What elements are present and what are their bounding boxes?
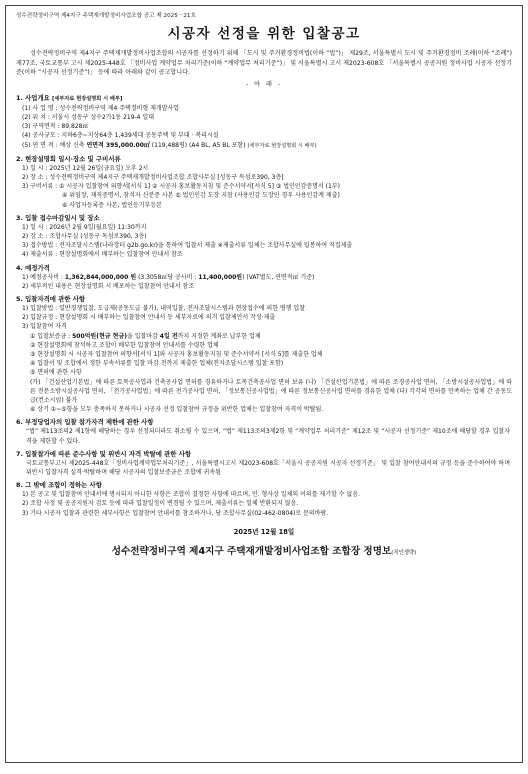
below-marker: - 아 래 - xyxy=(246,80,282,88)
briefing-documents-cont: ④ 위임장, 재직증명서, 참석자 신분증 사본 ⑤ 법인인감 도장 지참 (사용인감 도장인 경우 사용인감계 제출) xyxy=(62,192,340,200)
other-item: 2) 조합 사정 및 공공지원자 검토 등에 따라 입찰일정이 변경될 수 있으며, 제출서류는 일체 반환되지 않음. xyxy=(22,500,299,508)
other-item: 1) 본 공고 및 입찰참여 안내서에 명시되지 아니한 사항은 조합이 결정한 사항에 따르며, 민. 형사상 일체의 이의를 제기할 수 없음. xyxy=(22,491,360,499)
qualification-item: ⑤ 면허에 관한 사항 xyxy=(30,369,82,377)
qualification-item: ④ 입찰서 및 조합에서 정한 부속서류를 입찰 마감 전까지 제출한 업체(전자조달시스템 입찰 포함) xyxy=(30,360,284,368)
signature-line: 성수전략정비구역 제4지구 주택재개발정비사업조합 조합장 정명보(직인생략) xyxy=(111,545,417,557)
section-other xyxy=(16,480,512,518)
compliance-text: 국토교통부고시 제2025-448호「정비사업계약업무처리기준」, 서울특별시고시 제2023-608호「서울시 공공지원 시공자 선정기준」 및 입찰 참여안내서의 규정 등을 준수하여야 하며 위반시 입찰자격 실격·박탈하며 해당 시공자의 입찰보증금은 조합에 귀속됨 xyxy=(26,459,510,477)
overview-area: (3) 구역면적 : 89,828㎡ xyxy=(22,123,89,131)
heading-note: [세부자료 현장설명회 시 배부] xyxy=(52,95,123,102)
section-heading: 3. 입찰 접수마감일시 및 장소 xyxy=(16,213,100,222)
section-heading: 7. 입찰참가에 따른 준수사항 및 위반시 자격 박탈에 관한 사항 xyxy=(16,449,192,458)
section-heading: 2. 현장설명회 일시·장소 및 구비서류 xyxy=(16,154,121,163)
section-deadline xyxy=(16,213,512,260)
qualification-item: ② 현장설명회에 참석하고 조합이 배부한 입찰참여 안내서를 수령한 업체 xyxy=(30,341,219,349)
seal-note: (직인생략) xyxy=(391,549,417,556)
bid-qualification: 3) 입찰참여 자격 xyxy=(22,323,67,331)
restriction-text: “법” 제113조의2 제1항에 해당하는 경우 선정되더라도 취소될 수 있으며, “법” 제113조의3제2항 및 “계약업무 처리기준” 제12조 및 “시공자 선정기준” 제10조에 해당할 경우 입찰자격을 제한할 수 있다. xyxy=(26,428,510,445)
qualification-deposit: ① 입찰보증금 : 500억원(현금 현금)을 입찰마감 4일 전까지 지정한 계좌로 납부한 업체 xyxy=(30,332,261,340)
bid-rules: 2) 입찰규정 : 현장설명회 시 배부하는 입찰참여 안내서 등 세부자료에 의거 입찰제안서 작성·제출 xyxy=(22,314,276,322)
section-compliance xyxy=(16,449,512,477)
overview-floor-area: (5) 연 면 적 : 예상 신축 연면적 395,000.00㎡ (119,488평) (A4 BL, A5 BL 포함) (세부자료 현장설명회 시 배부) xyxy=(22,141,317,149)
deadline-place: 2) 장 소 : 조합사무실 (성동구 독섬로390, 3층) xyxy=(22,233,147,241)
briefing-datetime: 1) 일 시 : 2025년 12월 26일(금요일) 오후 2시 xyxy=(22,164,149,172)
notice-date: 2025년 12월 18일 xyxy=(233,527,295,536)
overview-location: (2) 위 치 : 서울시 성동구 성수2가1동 219-4 일대 xyxy=(22,113,154,121)
intro-paragraph: 성수전략정비구역 제4지구 주택재개발정비사업조합의 시공자를 선정하기 위해 「도시 및 주거환경정비법(이하 “법”)」 제29조, 서울특별시 도시 및 주거환경정비 조례(이하 “조례”) 제77조, 국토교통부 고시 제2025-448호 「정비사업 계약업무 처리기준(이하 “계약업무 처리기준”)」 및 서울특별시 고시 제2023-608호 「서울특별시 공공지원 정비사업 시공자 선정기준(이하 “시공자 선정기준”)」 등에 따라 아래와 같이 공고합니다. xyxy=(16,50,512,77)
other-item: 3) 기타 시공자 입찰과 관련한 세부사항은 입찰참여 안내서를 참조하거나, 당 조합사무실(02-462-0804)로 문의바람. xyxy=(22,509,329,517)
section-overview xyxy=(16,93,512,151)
overview-scale: (4) 공사규모 : 지하6층~지상64층 1,439세대 공동주택 및 부대 · 복리시설 xyxy=(22,132,219,140)
notice-number: 성수전략정비구역 제4지구 주택재개발정비사업조합 공고 제 2025－21호 xyxy=(16,13,196,19)
section-heading: 5. 입찰자격에 관한 사항 xyxy=(16,295,86,304)
deadline-method: 3) 접수방법 : 전자조달시스템(나라장터 g2b.go.kr)을 통하여 입찰서 제출 ※제출서류 일체는 조합사무실에 밀봉하여 직접제출 xyxy=(22,242,353,250)
price-details: 2) 세부적인 내용은 현장설명회 시 배포하는 입찰참여 안내서 참조 xyxy=(22,282,195,290)
section-price xyxy=(16,263,512,291)
briefing-documents: 3) 구비서류 : ① 시공자 입찰참여 의향서[서식 1] ② 시공자 홍보활동지침 및 준수서약서[서식 5] ③ 법인인감증명서 (1부) xyxy=(22,183,340,191)
notice-page xyxy=(5,5,523,763)
section-heading: 1. 사업개요 [세부자료 현장설명회 시 배부] xyxy=(16,93,123,102)
license-requirements: (가) 「건설산업기본법」에 따른 토목공사업과 건축공사업 면허를 경유하거나 토목건축공사업 면허 보유 (나) 「건설산업기본법」에 따른 조경공사업 면허, 「소방시설공사업법」에 따른 전문소방시설공사업 면허, 「전기공사업법」에 따른 전기공사업 면허, 「정보통신공사업법」에 따른 정보통신공사업 면허를 경유한 업체 (다) 각각의 면허를 만족하는 업체 간 공동도급(컨소시엄) 불가 xyxy=(30,378,512,405)
section-briefing xyxy=(16,154,512,210)
deadline-documents: 4) 제출서류 : 현장설명회에서 배부하는 입찰참여 안내서 참조 xyxy=(22,251,183,259)
page-title: 시공자 선정을 위한 입찰공고 xyxy=(167,26,361,42)
briefing-documents-cont: ⑥ 사업자등록증 사본, 법인등기부등본 xyxy=(62,201,162,209)
deadline-datetime: 1) 일 시 : 2026년 2월 9일(월요일) 11:30까지 xyxy=(22,223,147,231)
section-heading: 6. 부정당업자의 입찰 참가자격 제한에 관한 사항 xyxy=(16,418,154,427)
estimated-cost: 1) 예정공사비 : 1,362,844,000,000 원 (3.3058㎡당 공사비 : 11,400,000원) (VAT별도, 연면적㎡ 기준) xyxy=(22,273,315,281)
qualification-item: ⑥ 상기 ①~⑤항을 모두 충족하지 못하거나 시공자 선정 입찰참여 규정을 위반한 업체는 입찰참여 자격이 박탈됨. xyxy=(30,406,324,414)
section-restriction xyxy=(16,417,512,445)
overview-name: (1) 사 업 명 : 성수전략정비구역 제4 주택정비형 재개발사업 xyxy=(22,104,180,112)
section-heading: 8. 그 밖에 조합이 정하는 사항 xyxy=(16,481,102,490)
section-heading: 4. 예정가격 xyxy=(16,263,50,272)
section-eligibility xyxy=(16,294,512,414)
briefing-place: 2) 장 소 : 성수전략정비구역 제4지구 주택재개발정비사업조합 조합사무실 [성동구 독섬로390, 3층] xyxy=(22,174,284,181)
qualification-item: ③ 현장설명회 시 시공자 입찰참여 의향서[서식 1]와 시공자 홍보활동지침 및 준수서약서 [서식 5]를 제출한 업체 xyxy=(30,351,323,359)
bid-method: 1) 입찰방법 : 일반경쟁입찰, 도급제(공동도급 불가), 내역입찰, 전자조달시스템과 현장접수에 의한 병행 입찰 xyxy=(22,305,305,313)
